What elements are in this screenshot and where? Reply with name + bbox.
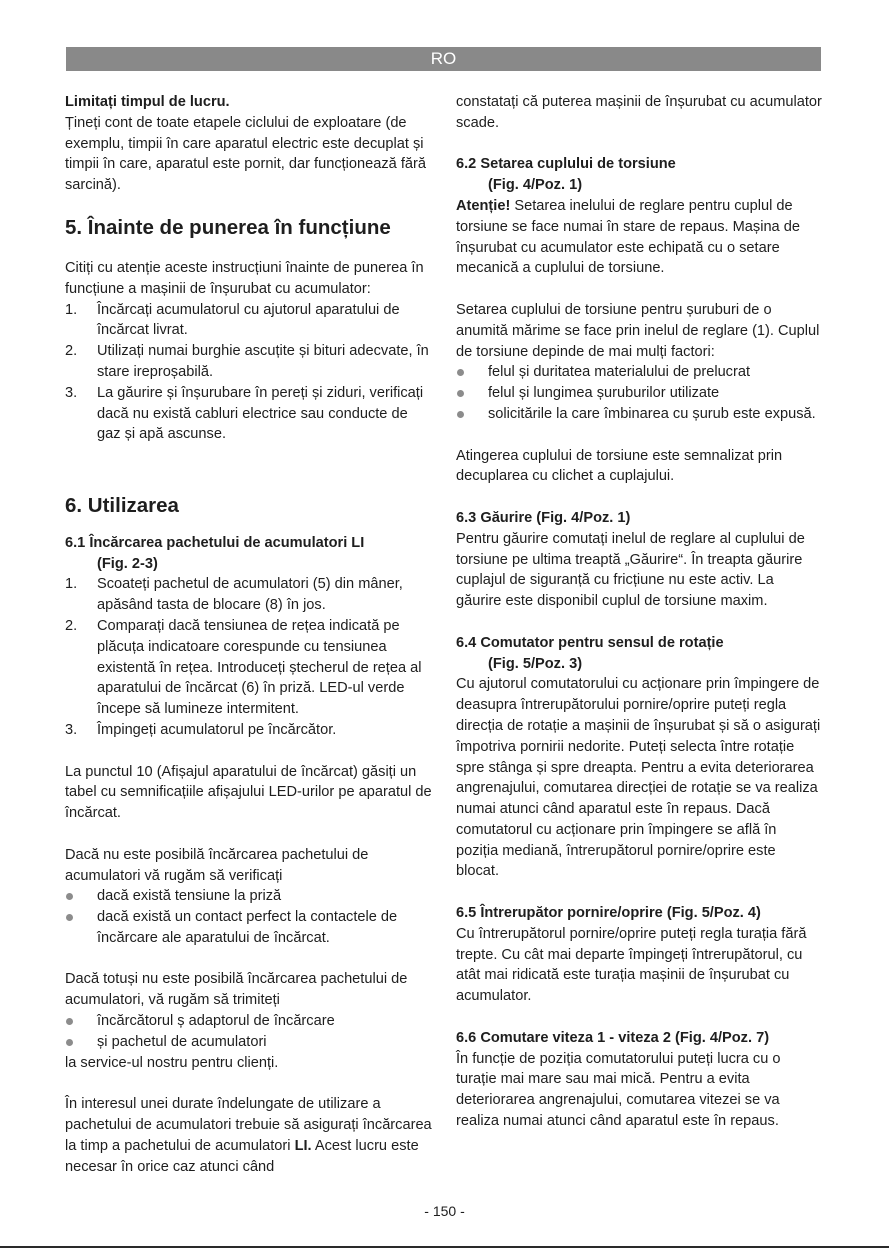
bullet-icon	[66, 1039, 73, 1046]
bullet-item	[65, 886, 433, 907]
list-item	[65, 616, 433, 720]
bullet-item	[65, 1032, 433, 1053]
bullet-text: felul și duritatea materialului de prelucrat	[488, 364, 751, 381]
continued-paragraph: constatați că puterea mașinii de înșurubat cu acumulator scade.	[456, 94, 822, 131]
section-6-3-heading: 6.3 Găurire (Fig. 4/Poz. 1)	[456, 509, 631, 526]
list-item	[65, 300, 433, 342]
figure-ref: (Fig. 5/Poz. 3)	[488, 655, 583, 672]
bullet-item	[456, 362, 822, 383]
bullet-item	[65, 1011, 433, 1032]
section-6-1-list	[65, 574, 433, 740]
bullet-text: dacă există tensiune la priză	[97, 888, 282, 905]
attention-text: Setarea inelului de reglare pentru cuplul de torsiune se face numai în stare de repaus. Mașina de înșurubat cu acumulator este echipată cu o setare mecanică a cuplului de torsiune.	[456, 197, 800, 277]
item-text: Scoateți pachetul de acumulatori (5) din mâner, apăsând tasta de blocare (8) în jos.	[97, 576, 403, 614]
figure-ref: (Fig. 2-3)	[97, 555, 158, 572]
interest-paragraph	[65, 1094, 433, 1177]
section-5-list	[65, 300, 433, 446]
item-number: 2.	[65, 617, 78, 634]
torque-factors-bullets	[456, 362, 822, 424]
section-5-intro: Citiți cu atenție aceste instrucțiuni înainte de punerea în funcțiune a mașinii de înșurubat cu acumulator:	[65, 259, 424, 297]
heading-text: 6.2 Setarea cuplului de torsiune	[456, 156, 676, 173]
item-number: 3.	[65, 384, 78, 401]
still-paragraph: Dacă totuși nu este posibilă încărcarea pachetului de acumulatori, vă rugăm să trimiteți	[65, 971, 408, 1009]
bullet-icon	[457, 369, 464, 376]
heading-text: 6.4 Comutator pentru sensul de rotație	[456, 634, 724, 651]
service-paragraph: la service-ul nostru pentru clienți.	[65, 1054, 279, 1071]
language-header-bar	[66, 47, 821, 71]
bottom-rule	[0, 1246, 889, 1248]
language-label: RO	[430, 49, 457, 68]
attention-paragraph	[456, 196, 822, 279]
page-number: - 150 -	[424, 1203, 465, 1219]
section-6-4-text: Cu ajutorul comutatorului cu acționare prin împingere de deasupra întrerupătorului pornire/oprire puteți regla direcția de rotație a mașinii de înșurubat și să o asigurați împotriva pornirii nedorite. Puteți selecta între rotație spre stânga și spre dreapta. Pentru a evita deteriorarea angrenajului, comutarea direcției de rotație se va realiza numai atunci când aparatul este în repaus. Dacă comutatorul cu acționare prin împingere se află în poziția mediană, întrerupătorul pornire/oprire este blocat.	[456, 676, 821, 880]
item-text: Încărcați acumulatorul cu ajutorul aparatului de încărcat livrat.	[97, 301, 400, 339]
item-number: 1.	[65, 576, 78, 593]
item-text: La găurire și înșurubare în pereți și ziduri, verificați dacă nu există cabluri electrice sau conducte de gaz și apă ascunse.	[97, 384, 424, 443]
list-item	[65, 720, 433, 741]
bullet-text: felul și lungimea șuruburilor utilizate	[488, 385, 720, 402]
item-text: Comparați dacă tensiunea de rețea indicată pe plăcuța indicatoare corespunde cu tensiunea existentă în rețea. Introduceți ștecherul de rețea al aparatului de încărcat (6) în priză. LED-ul verde începe să lumineze intermitent.	[97, 617, 422, 718]
no-charge-bullets	[65, 886, 433, 948]
right-column	[456, 92, 822, 1132]
section-6-heading: 6. Utilizarea	[65, 493, 179, 517]
bullet-text: solicitările la care îmbinarea cu șurub este expusă.	[488, 405, 816, 422]
bullet-text: și pachetul de acumulatori	[97, 1033, 267, 1050]
torque-signal-paragraph: Atingerea cuplului de torsiune este semnalizat prin decuplarea cu clichet a cuplajului.	[456, 447, 783, 485]
bullet-item	[456, 383, 822, 404]
section-6-6-heading: 6.6 Comutare viteza 1 - viteza 2 (Fig. 4/Poz. 7)	[456, 1029, 770, 1046]
no-charge-paragraph: Dacă nu este posibilă încărcarea pachetului de acumulatori vă rugăm să verificați	[65, 846, 369, 884]
figure-ref: (Fig. 4/Poz. 1)	[488, 177, 583, 194]
section-6-2-heading	[456, 154, 822, 196]
interest-text-bold: LI.	[294, 1137, 312, 1154]
bullet-icon	[66, 914, 73, 921]
limit-text: Țineți cont de toate etapele ciclului de exploatare (de exemplu, timpii în care aparatul electric este decuplat și timpii în care, aparatul este pornit, dar funcționează fără sarcină).	[65, 114, 426, 194]
interest-text-a: În interesul unei durate îndelungate de utilizare a pachetului de acumulatori trebuie să asigurați încărcarea la timp a pachetului de acumulatori	[65, 1096, 432, 1154]
section-5-heading: 5. Înainte de punerea în funcțiune	[65, 215, 391, 239]
heading-text: 6.1 Încărcarea pachetului de acumulatori LI	[65, 534, 365, 551]
list-item	[65, 341, 433, 383]
section-6-6-text: În funcție de poziția comutatorului puteți lucra cu o turație mai mare sau mai mică. Pentru a evita deteriorarea angrenajului, comutarea vitezei se va realiza numai atunci când aparatul este în repaus.	[456, 1050, 781, 1130]
item-number: 2.	[65, 343, 78, 360]
section-6-3-text: Pentru găurire comutați inelul de reglare al cuplului de torsiune pe ultima treaptă „Găurire“. În treapta găurire cuplajul de siguranță cu fricțiune nu este activ. La găurire este disponibil cuplul de torsiune maxim.	[456, 530, 805, 610]
bullet-icon	[457, 390, 464, 397]
bullet-icon	[457, 411, 464, 418]
attention-label: Atenție!	[456, 197, 511, 214]
item-text: Utilizați numai burghie ascuțite și bituri adecvate, în stare ireproșabilă.	[97, 343, 429, 380]
bullet-icon	[66, 893, 73, 900]
point-10-paragraph: La punctul 10 (Afișajul aparatului de încărcat) găsiți un tabel cu semnificațiile afișajului LED-urilor pe aparatul de încărcat.	[65, 763, 432, 822]
interest-text-c: Acest lucru este necesar în orice caz atunci când	[65, 1137, 419, 1175]
bullet-item	[456, 404, 822, 425]
bullet-text: încărcătorul ș adaptorul de încărcare	[97, 1013, 335, 1030]
section-6-4-heading	[456, 633, 822, 675]
bullet-icon	[66, 1018, 73, 1025]
section-6-1-heading	[65, 533, 433, 575]
limit-title: Limitați timpul de lucru.	[65, 94, 230, 110]
item-number: 3.	[65, 721, 78, 738]
bullet-text: dacă există un contact perfect la contactele de încărcare ale aparatului de încărcat.	[97, 909, 398, 946]
list-item	[65, 574, 433, 616]
item-number: 1.	[65, 301, 78, 318]
send-bullets	[65, 1011, 433, 1053]
torque-setting-paragraph: Setarea cuplului de torsiune pentru șuruburi de o anumită mărime se face prin inelul de reglare (1). Cuplul de torsiune depinde de mai mulți factori:	[456, 301, 820, 360]
list-item	[65, 383, 433, 445]
left-column	[65, 92, 433, 1177]
section-6-5-heading: 6.5 Întrerupător pornire/oprire (Fig. 5/Poz. 4)	[456, 905, 761, 922]
bullet-item	[65, 907, 433, 949]
item-text: Împingeți acumulatorul pe încărcător.	[97, 721, 337, 738]
section-6-5-text: Cu întrerupătorul pornire/oprire puteți regla turația fără trepte. Cu cât mai departe împingeți întrerupătorul, cu atât mai ridicată este turația mașinii de înșurubat cu acumulator.	[456, 925, 807, 1005]
